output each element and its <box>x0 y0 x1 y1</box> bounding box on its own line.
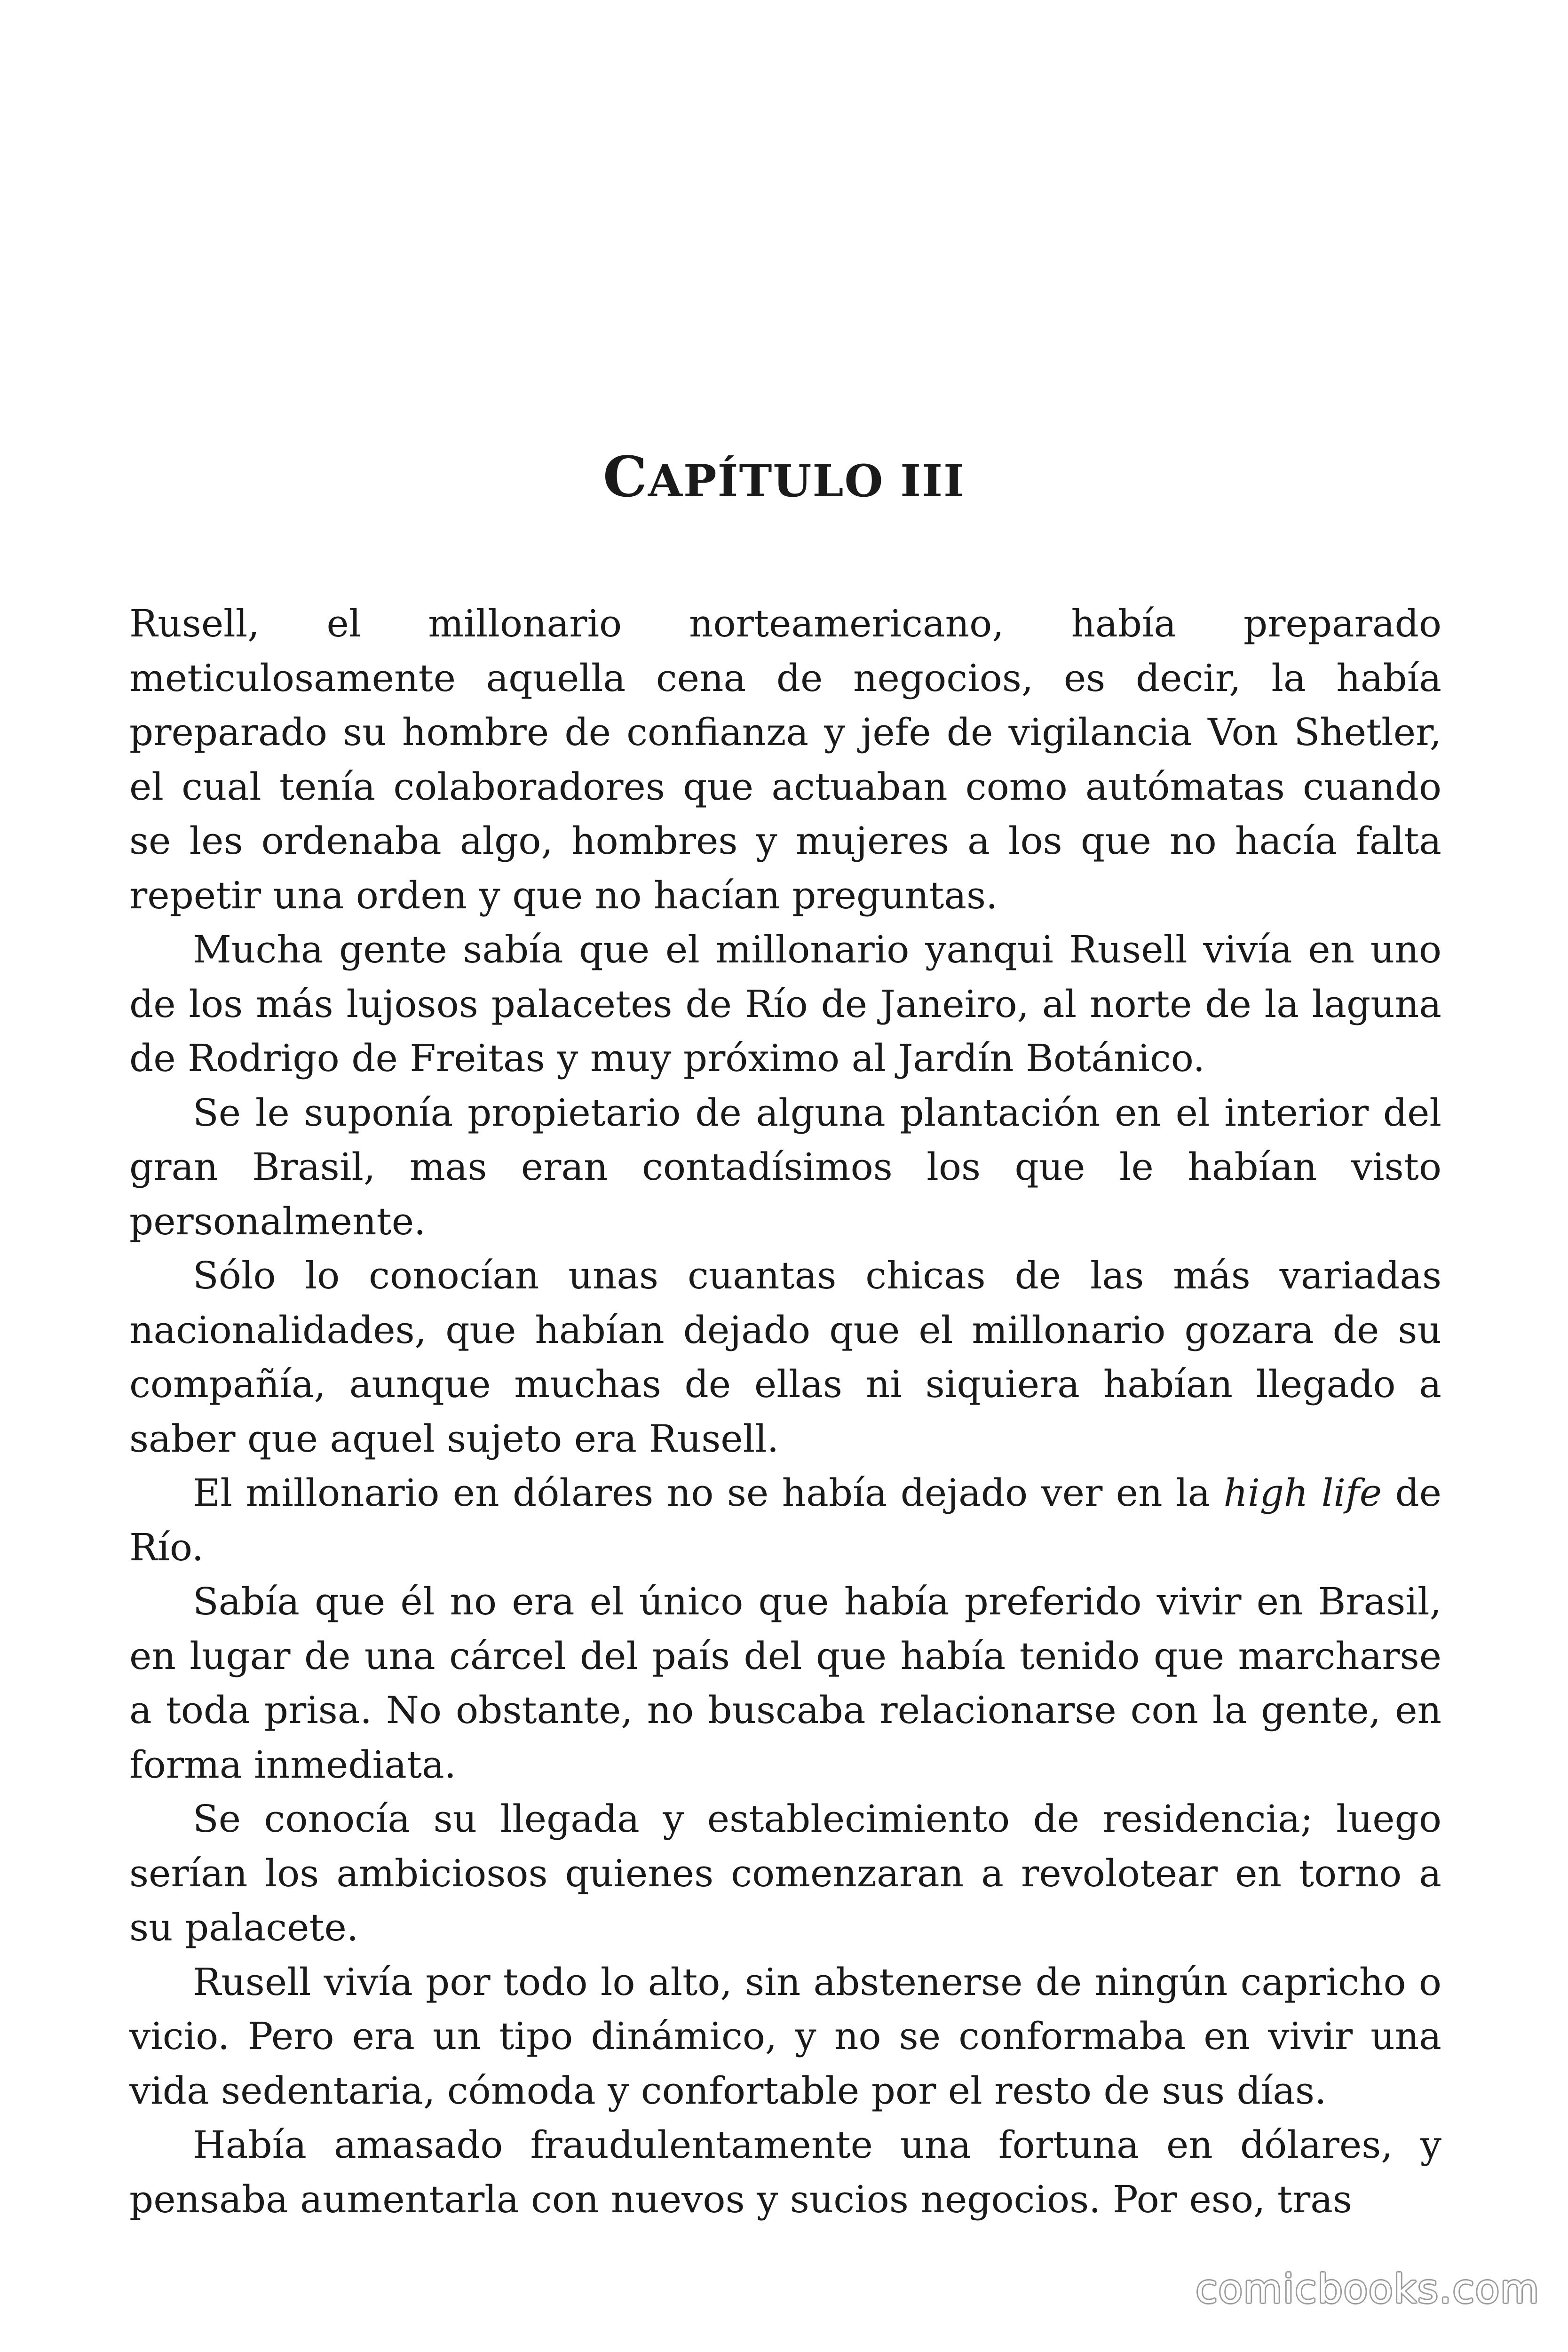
body-text <box>129 596 1441 2226</box>
paragraph-5-before: El millonario en dólares no se había dejado ver en la <box>193 1471 1224 1515</box>
site-watermark: comicbooks.com <box>1196 2266 1540 2312</box>
paragraph-5-after: de Río. <box>129 1471 1441 1569</box>
chapter-title <box>0 444 1568 509</box>
paragraph-9: Había amasado fraudulentamente una fortuna en dólares, y pensaba aumentarla con nuevos y sucios negocios. Por eso, tras <box>129 2123 1441 2221</box>
paragraph-6: Sabía que él no era el único que había preferido vivir en Brasil, en lugar de una cárcel del país del que había tenido que marcharse a toda prisa. No obstante, no buscaba relacionarse con la gente, en forma inmediata. <box>129 1580 1441 1787</box>
paragraph-2: Mucha gente sabía que el millonario yanqui Rusell vivía en uno de los más lujosos palacetes de Río de Janeiro, al norte de la laguna de Rodrigo de Freitas y muy próximo al Jardín Botánico. <box>129 928 1441 1080</box>
paragraph-5-italic: high life <box>1223 1471 1382 1515</box>
paragraph-1: Rusell, el millonario norteamericano, había preparado meticulosamente aquella cena de negocios, es decir, la había preparado su hombre de confianza y jefe de vigilancia Von Shetler, el cual tenía colaboradores que actuaban como autómatas cuando se les ordenaba algo, hombres y mujeres a los que no hacía falta repetir una orden y que no hacían preguntas. <box>129 602 1441 917</box>
paragraph-5 <box>129 1466 1441 1574</box>
paragraph-3: Se le suponía propietario de alguna plantación en el interior del gran Brasil, mas eran contadísimos los que le habían visto personalmente. <box>129 1090 1441 1243</box>
chapter-title-rest: APÍTULO III <box>648 455 966 507</box>
paragraph-7: Se conocía su llegada y establecimiento de residencia; luego serían los ambiciosos quienes comenzaran a revolotear en torno a su palacete. <box>129 1797 1441 1949</box>
paragraph-4: Sólo lo conocían unas cuantas chicas de las más variadas nacionalidades, que habían dejado que el millonario gozara de su compañía, aunque muchas de ellas ni siquiera habían llegado a saber que aquel sujeto era Rusell. <box>129 1254 1441 1461</box>
paragraph-8: Rusell vivía por todo lo alto, sin abstenerse de ningún capricho o vicio. Pero era un tipo dinámico, y no se conformaba en vivir una vida sedentaria, cómoda y confortable por el resto de sus días. <box>129 1960 1441 2113</box>
chapter-title-initial: C <box>602 444 648 509</box>
